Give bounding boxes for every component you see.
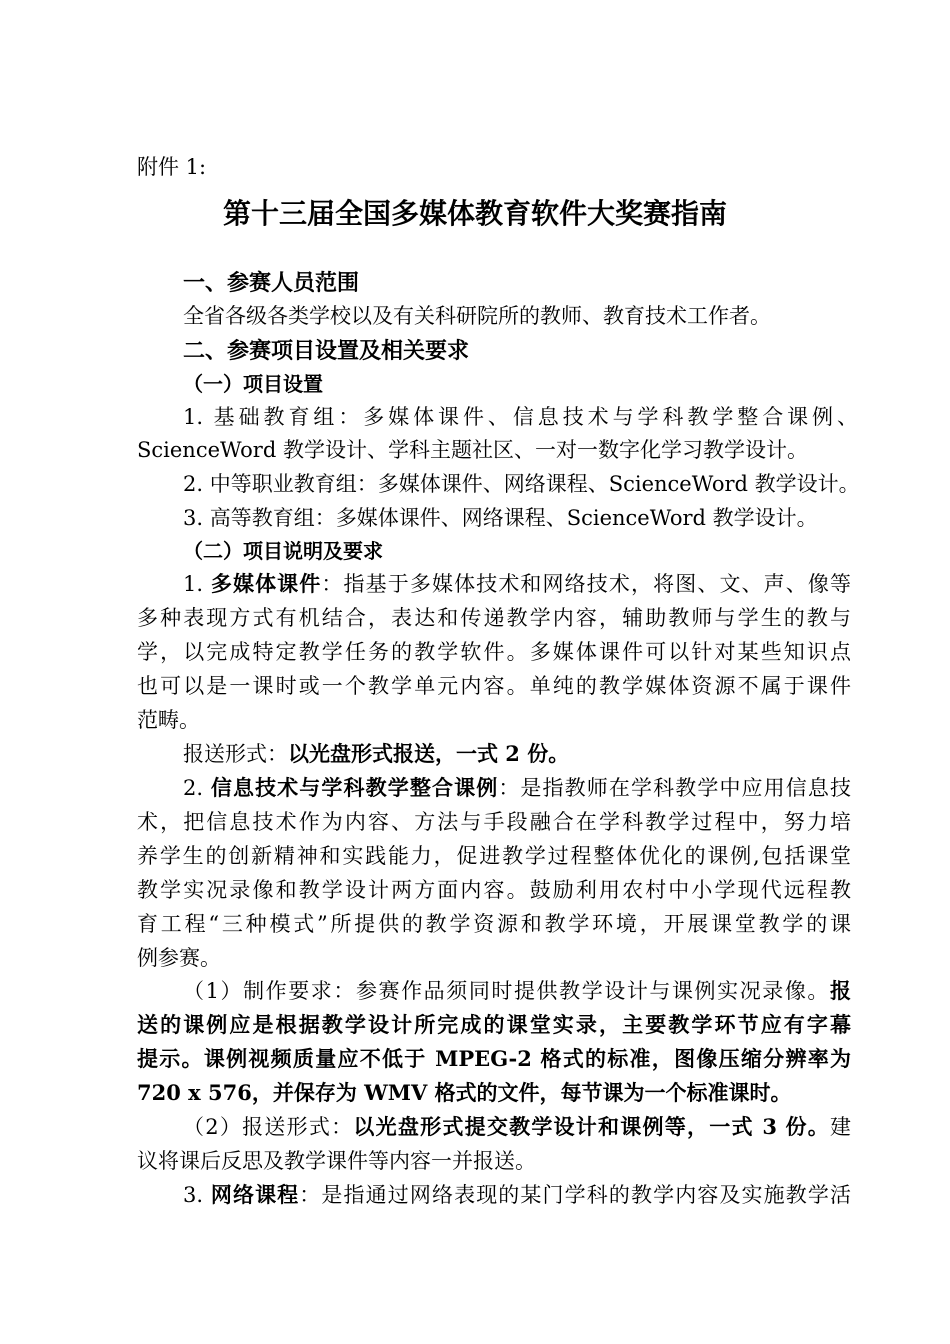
- section-heading-2: 二、参赛项目设置及相关要求: [183, 338, 470, 364]
- requirement-2-line-2: 议将课后反思及教学课件等内容一并报送。: [137, 1149, 536, 1173]
- paragraph-1-line-5: 范畴。: [137, 708, 200, 732]
- paragraph-1-number: 1.: [183, 572, 204, 596]
- paragraph-1-term: 多媒体课件: [210, 571, 322, 596]
- item-1-line-2: ScienceWord 教学设计、学科主题社区、一对一数字化学习教学设计。: [137, 438, 808, 462]
- requirement-1-line-4: 720 x 576，并保存为 WMV 格式的文件，每节课为一个标准课时。: [137, 1080, 792, 1105]
- submit-label: 报送形式：: [183, 742, 288, 766]
- item-2: 2. 中等职业教育组：多媒体课件、网络课程、ScienceWord 教学设计。: [183, 472, 860, 496]
- paragraph-2-line-4: 教学实况录像和教学设计两方面内容。鼓励利用农村中小学现代远程教: [137, 878, 851, 902]
- paragraph-1-line-4: 也可以是一课时或一个教学单元内容。单纯的教学媒体资源不属于课件: [137, 674, 851, 698]
- paragraph-2-line-3: 养学生的创新精神和实践能力，促进教学过程整体优化的课例,包括课堂: [137, 844, 851, 868]
- paragraph-3-definition: ：是指通过网络表现的某门学科的教学内容及实施教学活: [299, 1183, 851, 1207]
- paragraph-2-line-6: 例参赛。: [137, 946, 221, 970]
- subsection-heading-1: （一）项目设置: [183, 372, 323, 396]
- subsection-heading-2: （二）项目说明及要求: [183, 539, 383, 563]
- paragraph-1-submit: [183, 737, 569, 771]
- item-3: 3. 高等教育组：多媒体课件、网络课程、ScienceWord 教学设计。: [183, 506, 818, 530]
- requirement-1-line-1: [183, 974, 851, 1008]
- requirement-1-text: （1）制作要求：参赛作品须同时提供教学设计与课例实况录像。: [183, 979, 830, 1003]
- paragraph-1-line-3: 学，以完成特定教学任务的教学软件。多媒体课件可以针对某些知识点: [137, 640, 851, 664]
- requirement-2-line-1: [183, 1110, 851, 1144]
- requirement-1-line-2: 送的课例应是根据教学设计所完成的课堂实录，主要教学环节应有字幕: [137, 1012, 851, 1037]
- document-title: 第十三届全国多媒体教育软件大奖赛指南: [222, 197, 727, 230]
- requirement-2-label: （2）报送形式：: [183, 1115, 354, 1139]
- paragraph-1-definition: ：指基于多媒体技术和网络技术，将图、文、声、像等: [321, 572, 852, 596]
- paragraph-1-line-2: 多种表现方式有机结合，表达和传递教学内容，辅助教师与学生的教与: [137, 606, 851, 630]
- paragraph-2-number: 2.: [183, 776, 204, 800]
- section-heading-1: 一、参赛人员范围: [183, 270, 360, 296]
- paragraph-3-line-1: [183, 1178, 851, 1212]
- paragraph-2-line-1: [183, 771, 851, 805]
- paragraph-3-number: 3.: [183, 1183, 204, 1207]
- attachment-label: 附件 1:: [137, 155, 207, 179]
- section-1-text: 全省各级各类学校以及有关科研院所的教师、教育技术工作者。: [183, 304, 771, 328]
- paragraph-2-line-5: 育工程“三种模式”所提供的教学资源和教学环境，开展课堂教学的课: [137, 912, 851, 936]
- requirement-1-line-3: 提示。课例视频质量应不低于 MPEG-2 格式的标准，图像压缩分辨率为: [137, 1046, 851, 1071]
- submit-requirement: 以光盘形式报送，一式 2 份。: [288, 741, 570, 766]
- paragraph-2-line-2: 术，把信息技术作为内容、方法与手段融合在学科教学过程中，努力培: [137, 810, 851, 834]
- paragraph-2-term: 信息技术与学科教学整合课例: [210, 775, 499, 800]
- paragraph-2-definition: ：是指教师在学科教学中应用信息技: [498, 776, 852, 800]
- requirement-2-bold: 以光盘形式提交教学设计和课例等，一式 3 份。: [353, 1114, 830, 1139]
- paragraph-1-line-1: [183, 567, 851, 601]
- requirement-2-tail: 建: [830, 1115, 851, 1139]
- paragraph-3-term: 网络课程: [210, 1182, 300, 1207]
- requirement-1-bold: 报: [830, 978, 851, 1003]
- item-1-line-1: 1. 基础教育组：多媒体课件、信息技术与学科教学整合课例、: [183, 405, 858, 429]
